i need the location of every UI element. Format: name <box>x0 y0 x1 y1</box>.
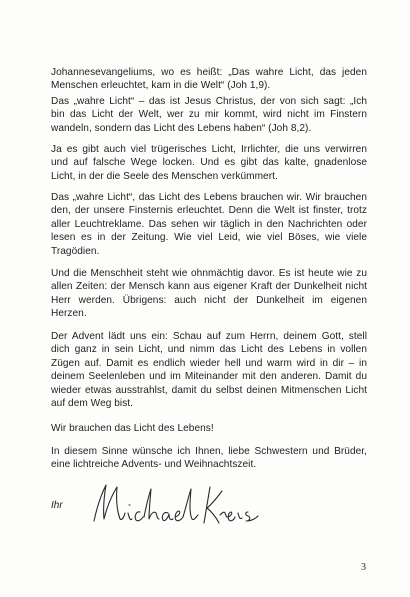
text-line: Das „wahre Licht“, das Licht des Lebens brauchen wir. Wir brauchen <box>51 192 367 203</box>
text-line: bin das Licht der Welt, wer zu mir kommt, wird nicht im Finstern <box>51 109 367 121</box>
text-line: Herzen. <box>51 308 87 320</box>
text-line: wieder etwas ausstrahlst, damit du selbst deinen Mitmenschen Licht <box>51 384 367 396</box>
text-line: Licht, in der die Seele des Menschen verkümmert. <box>51 170 278 182</box>
paragraph-2 <box>51 95 367 135</box>
text-line: Und die Menschheit steht wie ohnmächtig davor. Es ist heute wie zu <box>51 268 367 279</box>
text-line: Herr werden. Übrigens: auch nicht der Dunkelheit im eigenen <box>51 294 367 306</box>
text-line: Zügen auf. Damit es endlich wieder hell und warm wird in dir – in <box>51 357 367 369</box>
handwritten-signature <box>88 477 263 537</box>
text-line: Wir brauchen das Licht des Lebens! <box>51 423 214 434</box>
text-line: lesen es in der Zeitung. Wie viel Leid, wie viel Böses, wie viele <box>51 232 367 244</box>
closing-text: Ihr <box>51 500 63 511</box>
paragraph-6 <box>51 330 367 410</box>
paragraph-5 <box>51 267 367 321</box>
text-line: Tragödien. <box>51 245 100 257</box>
paragraph-4 <box>51 191 367 258</box>
text-line: wandeln, sondern das Licht des Lebens haben“ (Joh 8,2). <box>51 122 312 134</box>
text-line: Der Advent lädt uns ein: Schau auf zum Herrn, deinem Gott, stell <box>51 331 367 342</box>
text-line: Das „wahre Licht“ – das ist Jesus Christus, der von sich sagt: „Ich <box>51 96 367 107</box>
text-line: dich ganz in sein Licht, und nimm das Licht des Lebens in vollen <box>51 344 367 356</box>
text-line: Ja es gibt auch viel trügerisches Licht, Irrlichter, die uns verwirren <box>51 144 367 155</box>
text-line: den, der unsere Finsternis erleuchtet. Denn die Welt ist finster, trotz <box>51 205 367 217</box>
paragraph-8 <box>51 445 367 472</box>
text-line: und auf falsche Wege locken. Und es gibt das kalte, gnadenlose <box>51 157 367 169</box>
text-line: In diesem Sinne wünsche ich Ihnen, liebe Schwestern und Brüder, <box>51 446 367 457</box>
text-line: deinem Seelenleben und im Miteinander mit den anderen. Damit du <box>51 371 367 383</box>
text-line: eine lichtreiche Advents- und Weihnachtszeit. <box>51 459 257 471</box>
text-line: auf dem Weg bist. <box>51 398 134 410</box>
text-line: aller Leuchtreklame. Das sehen wir täglich in den Nachrichten oder <box>51 218 367 230</box>
paragraph-1 <box>51 66 367 93</box>
page-number: 3 <box>361 562 366 573</box>
paragraph-7 <box>51 422 367 435</box>
paragraph-3 <box>51 143 367 183</box>
text-line: Menschen erleuchtet, kam in die Welt“ (Joh 1,9). <box>51 80 271 92</box>
text-line: allen Zeiten: der Mensch kann aus eigener Kraft der Dunkelheit nicht <box>51 281 367 293</box>
text-line: Johannesevangeliums, wo es heißt: „Das wahre Licht, das jeden <box>51 67 367 78</box>
